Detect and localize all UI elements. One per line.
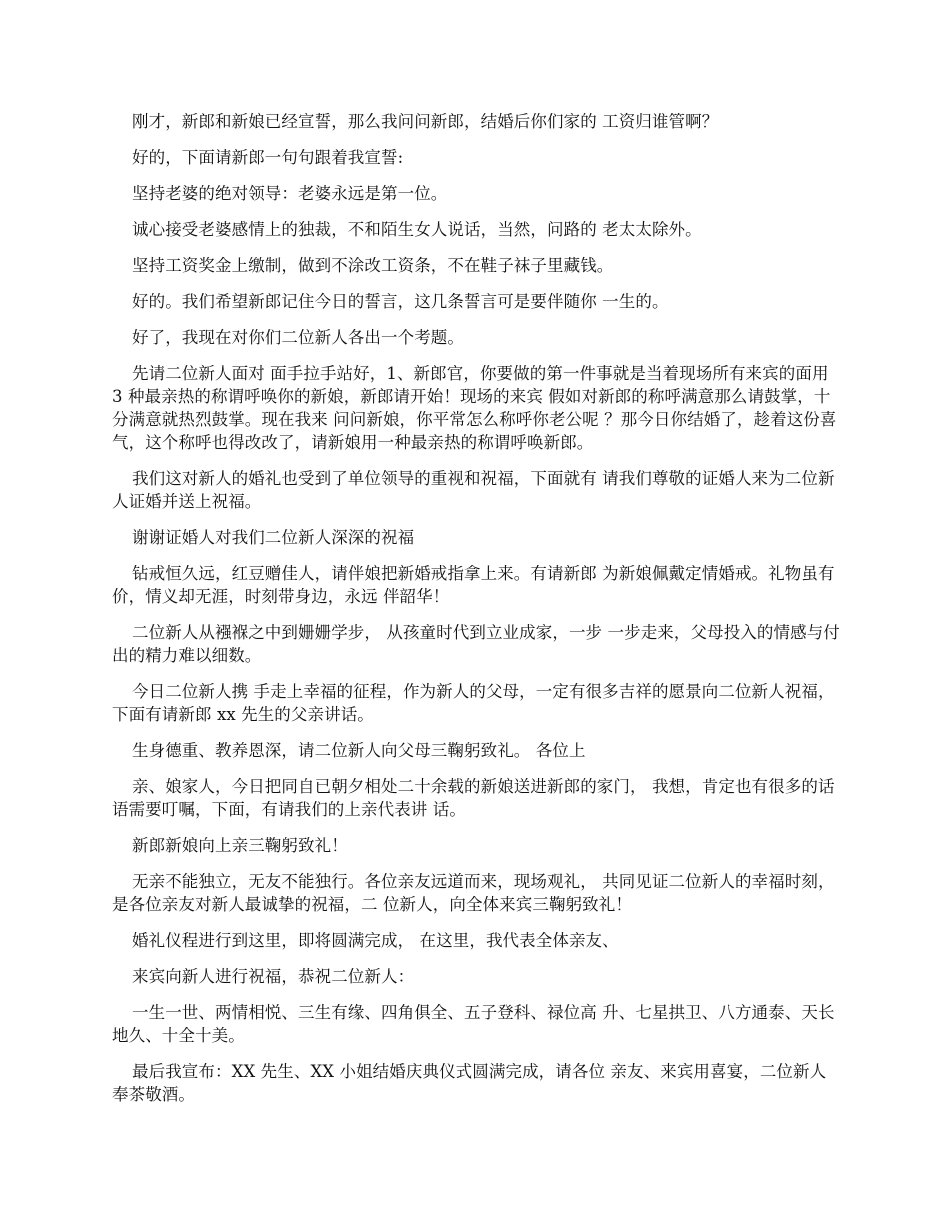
paragraph-9: 我们这对新人的婚礼也受到了单位领导的重视和祝福，下面就有 请我们尊敬的证婚人来为二位新人证婚并送上祝福。	[112, 469, 835, 511]
paragraph-19: 来宾向新人进行祝福，恭祝二位新人：	[132, 967, 415, 986]
paragraph-4: 诚心接受老婆感情上的独裁，不和陌生女人说话，当然，问路的 老太太除外。	[132, 220, 702, 239]
paragraph-16: 新郎新娘向上亲三鞠躬致礼！	[132, 836, 348, 855]
paragraph-2: 好的，下面请新郎一句句跟着我宣誓:	[132, 148, 404, 167]
paragraph-5: 坚持工资奖金上缴制，做到不涂改工资条，不在鞋子袜子里藏钱。	[132, 256, 614, 275]
paragraph-6: 好的。我们希望新郎记住今日的誓言，这几条誓言可是要伴随你 一生的。	[132, 292, 669, 311]
paragraph-17: 无亲不能独立，无友不能独行。各位亲友远道而来，现场观礼， 共同见证二位新人的幸福时刻，是各位亲友对新人最诚挚的祝福，二 位新人，向全体来宾三鞠躬致礼！	[112, 872, 835, 914]
paragraph-12: 二位新人从襁褓之中到姗姗学步， 从孩童时代到立业成家，一步 一步走来，父母投入的情感与付出的精力难以细数。	[112, 623, 840, 665]
paragraph-7: 好了，我现在对你们二位新人各出一个考题。	[132, 328, 464, 347]
paragraph-13: 今日二位新人携 手走上幸福的征程，作为新人的父母，一定有很多吉祥的愿景向二位新人祝福，下面有请新郎 xx 先生的父亲讲话。	[112, 682, 835, 724]
paragraph-14: 生身德重、教养恩深，请二位新人向父母三鞠躬致礼。 各位上	[132, 741, 586, 760]
paragraph-3: 坚持老婆的绝对领导：老婆永远是第一位。	[132, 184, 448, 203]
paragraph-10: 谢谢证婚人对我们二位新人深深的祝福	[132, 528, 415, 547]
paragraph-1: 刚才，新郎和新娘已经宣誓，那么我问问新郎，结婚后你们家的 工资归谁管啊？	[132, 112, 719, 131]
paragraph-18: 婚礼仪程进行到这里，即将圆满完成， 在这里，我代表全体亲友、	[132, 931, 619, 950]
paragraph-15: 亲、娘家人，今日把同自已朝夕相处二十余载的新娘送进新郎的家门， 我想，肯定也有很多的话语需要叮嘱，下面，有请我们的上亲代表讲 话。	[112, 777, 835, 819]
paragraph-20: 一生一世、两情相悦、三生有缘、四角俱全、五子登科、禄位高 升、七星拱卫、八方通泰、天长地久、十全十美。	[112, 1003, 835, 1045]
paragraph-8: 先请二位新人面对 面手拉手站好，1、新郎官，你要做的第一件事就是当着现场所有来宾的面用 3 种最亲热的称谓呼唤你的新娘，新郎请开始！现场的来宾 假如对新郎的称呼满意那么请鼓掌，十分满意就热烈鼓掌。现在我来 问问新娘，你平常怎么称呼你老公呢 ？那今日你结婚了，趁着这份喜 气，这个称呼也得改改了，请新娘用一种最亲热的称谓呼唤新郎。	[112, 364, 837, 452]
paragraph-21: 最后我宣布：XX 先生、XX 小姐结婚庆典仪式圆满完成，请各位 亲友、来宾用喜宴，二位新人奉茶敬酒。	[112, 1062, 827, 1104]
paragraph-11: 钻戒恒久远，红豆赠佳人，请伴娘把新婚戒指拿上来。有请新郎 为新娘佩戴定情婚戒。礼物虽有价，情义却无涯，时刻带身边，永远 伴韶华！	[112, 564, 835, 606]
